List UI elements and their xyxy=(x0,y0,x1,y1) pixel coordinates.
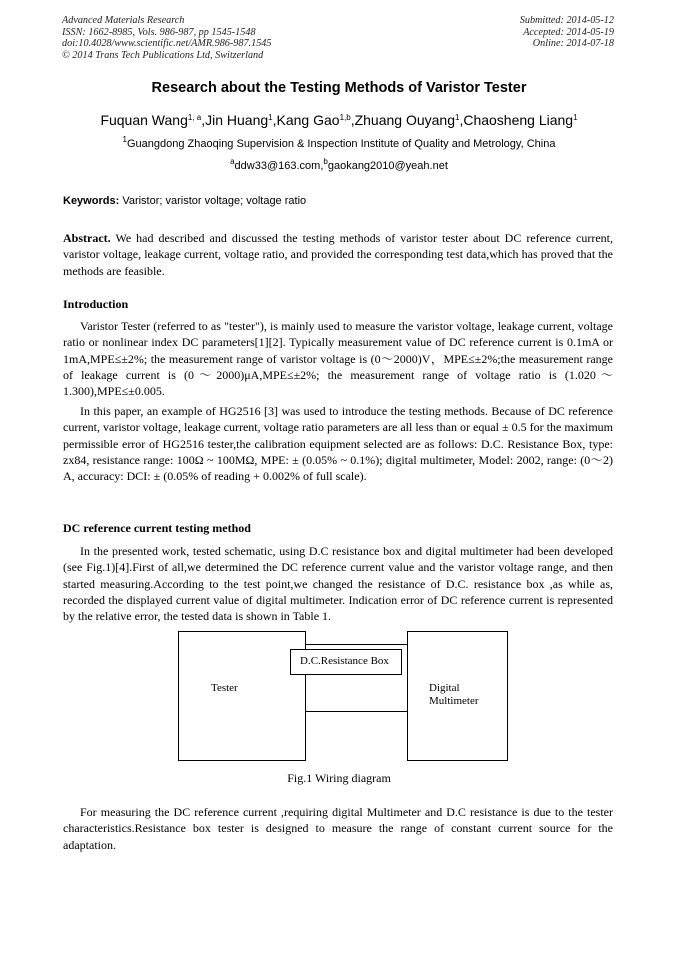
doi-line: doi:10.4028/www.scientific.net/AMR.986-987.1545 xyxy=(62,38,272,50)
wire-bottom xyxy=(305,711,408,712)
author: Jin Huang$^1$, xyxy=(205,112,277,128)
author-list xyxy=(0,112,678,128)
copyright-line: © 2014 Trans Tech Publications Ltd, Switzerland xyxy=(62,49,264,61)
issn-line: ISSN: 1662-8985, Vols. 986-987, pp 1545-1548 xyxy=(62,26,256,38)
introduction-paragraph-1: Varistor Tester (referred to as "tester"), is mainly used to measure the varistor voltage, leakage current, voltage ratio or nonlinear index DC parameters[1][2]. Typically measurement value of DC reference current is 0.1mA or 1mA,MPE≤±2%; the measurement range of varistor voltage is (0～2000)V，MPE≤±2%;the measurement range of leakage current is (0～2000)μA,MPE≤±2%; the measurement range of voltage ratio is (1.020～1.300),MPE≤±0.005. xyxy=(63,319,613,399)
multimeter-box xyxy=(407,631,508,761)
affiliation: $^1$Guangdong Zhaoqing Supervision & Inspection Institute of Quality and Metrology, China xyxy=(122,135,556,150)
paper-title: Research about the Testing Methods of Varistor Tester xyxy=(151,80,527,96)
tester-label: Tester xyxy=(211,682,238,694)
author: Kang Gao$^{1,b}$, xyxy=(276,112,355,128)
email-a[interactable]: ddw33@163.com xyxy=(234,160,321,172)
author: Chaosheng Liang$^1$ xyxy=(463,112,578,128)
author-emails: $^a$ddw33@163.com,$^b$gaokang2010@yeah.net xyxy=(230,157,448,172)
dates-header xyxy=(520,15,614,50)
online-date: Online: 2014-07-18 xyxy=(532,38,614,50)
section-heading-dc-reference: DC reference current testing method xyxy=(63,521,251,535)
keywords-text: Varistor; varistor voltage; voltage ratio xyxy=(122,195,307,207)
author: Zhuang Ouyang$^1$, xyxy=(354,112,464,128)
resistance-box-label: D.C.Resistance Box xyxy=(300,655,389,667)
journal-name: Advanced Materials Research xyxy=(62,15,185,26)
dc-reference-paragraph-2: For measuring the DC reference current ,requiring digital Multimeter and D.C resistance is due to the tester characteristics.Resistance box tester is designed to measure the range of constant current source for the adaptation. xyxy=(63,805,613,852)
abstract-text: We had described and discussed the testing methods of varistor tester about DC reference current, varistor voltage, leakage current, voltage ratio, and provided the corresponding test data,which has proved that the methods are feasible. xyxy=(63,231,613,278)
wiring-diagram xyxy=(178,631,508,761)
section-heading-introduction: Introduction xyxy=(63,297,129,311)
resistance-box xyxy=(290,649,402,675)
author: Fuquan Wang$^{1, a}$, xyxy=(100,112,206,128)
submitted-date: Submitted: 2014-05-12 xyxy=(519,15,614,26)
dc-reference-paragraph-1: In the presented work, tested schematic, using D.C resistance box and digital multimeter had been developed (see Fig.1)[4].First of all,we determined the DC reference current value and the varistor voltage range, and then started measuring.According to the test point,we changed the resistance of D.C. resistance box ,as while as, recorded the displayed current value of digital multimeter. Indication error of DC reference current is represented by the relative error, the tested data is shown in Table 1. xyxy=(63,544,613,624)
introduction-paragraph-2: In this paper, an example of HG2516 [3] was used to introduce the testing methods. Because of DC reference current, varistor voltage, leakage current, voltage ratio parameters are all less than or equal ± 0.5 for the maximum permissible error of HG2516 tester,the calibration equipment selected are as follows: D.C. Resistance Box, type: zx84, resistance range: 100Ω ~ 100MΩ, MPE: ± (0.05% ~ 0.1%); digital multimeter, Model: 2002, range: (0～2) A, accuracy: DCI: ± (0.05% of reading + 0.002% of full scale). xyxy=(63,404,613,484)
keywords-label: Keywords: xyxy=(63,195,120,207)
journal-header xyxy=(62,15,271,61)
abstract-label: Abstract. xyxy=(63,231,111,245)
multimeter-label: Digital Multimeter xyxy=(429,682,479,707)
tester-box xyxy=(178,631,306,761)
email-b[interactable]: gaokang2010@yeah.net xyxy=(327,160,448,172)
figure-caption: Fig.1 Wiring diagram xyxy=(287,771,391,785)
abstract xyxy=(63,230,613,279)
keywords xyxy=(63,195,306,207)
wire-top xyxy=(305,644,408,645)
accepted-date: Accepted: 2014-05-19 xyxy=(523,26,614,38)
